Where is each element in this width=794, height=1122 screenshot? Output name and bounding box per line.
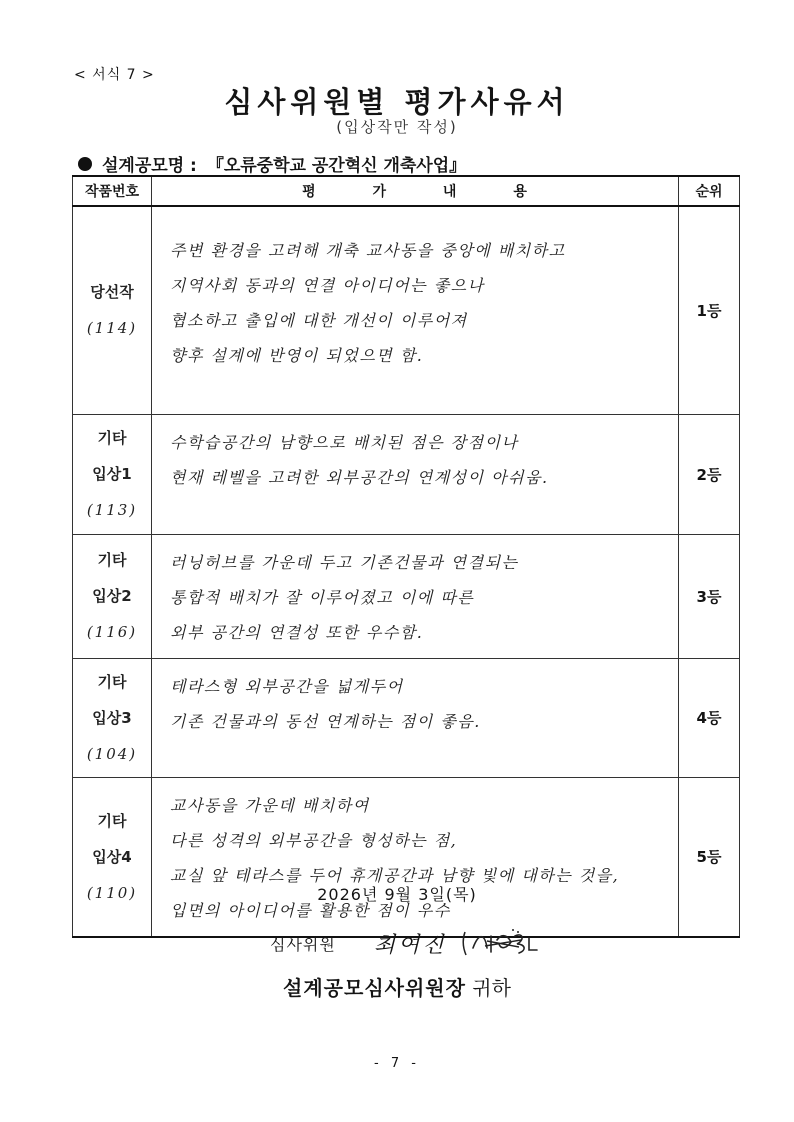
rank-cell: 3등 bbox=[679, 534, 740, 658]
project-label: 설계공모명 : bbox=[102, 156, 197, 176]
entry-cell bbox=[73, 206, 152, 414]
evaluation-line: 다른 성격의 외부공간을 형성하는 점, bbox=[170, 830, 458, 850]
reviewer-name: 최여진 bbox=[373, 932, 447, 958]
evaluation-line: 현재 레벨을 고려한 외부공간의 연계성이 아쉬움. bbox=[170, 467, 549, 487]
entry-number: (116) bbox=[86, 623, 138, 641]
addressee: 설계공모심사위원장 bbox=[283, 976, 466, 1000]
rank-cell: 2등 bbox=[679, 414, 740, 534]
evaluation-line: 기존 건물과의 동선 연계하는 점이 좋음. bbox=[170, 711, 481, 731]
table-header-row bbox=[73, 176, 740, 206]
evaluation-cell bbox=[152, 206, 679, 414]
addressee-suffix: 귀하 bbox=[472, 976, 511, 1000]
document-title: 심사위원별 평가사유서 bbox=[224, 85, 570, 119]
signature-mark bbox=[461, 926, 541, 960]
reviewer-line bbox=[270, 926, 541, 960]
evaluation-line: 교사동을 가운데 배치하여 bbox=[170, 795, 370, 815]
evaluation-line: 교실 앞 테라스를 두어 휴게공간과 남향 빛에 대하는 것을, bbox=[170, 865, 620, 885]
column-header-content: 평 가 내 용 bbox=[152, 176, 679, 206]
rank-cell: 4등 bbox=[679, 658, 740, 777]
entry-category: 기타 입상1 bbox=[92, 429, 132, 483]
bullet-icon bbox=[78, 157, 92, 171]
entry-cell bbox=[73, 777, 152, 937]
entry-category: 기타 입상2 bbox=[92, 551, 132, 605]
evaluation-cell bbox=[152, 534, 679, 658]
project-name: 『오류중학교 공간혁신 개축사업』 bbox=[206, 156, 467, 176]
evaluation-line: 지역사회 동과의 연결 아이디어는 좋으나 bbox=[170, 276, 485, 295]
evaluation-table bbox=[72, 175, 740, 938]
entry-cell bbox=[73, 414, 152, 534]
project-line bbox=[78, 151, 466, 176]
rank-cell: 5등 bbox=[679, 777, 740, 937]
entry-category: 기타 입상3 bbox=[92, 672, 132, 727]
entry-cell bbox=[73, 658, 152, 777]
rank-cell: 1등 bbox=[679, 206, 740, 414]
evaluation-line: 통합적 배치가 잘 이루어졌고 이에 따른 bbox=[170, 587, 475, 607]
page-number: - 7 - bbox=[374, 1056, 420, 1071]
submission-date: 2026년 9월 3일(목) bbox=[317, 885, 477, 904]
table-row bbox=[73, 534, 740, 658]
evaluation-line: 주변 환경을 고려해 개축 교사동을 중앙에 배치하고 bbox=[170, 241, 566, 260]
entry-category: 당선작 bbox=[90, 283, 134, 302]
evaluation-cell bbox=[152, 414, 679, 534]
table-row bbox=[73, 658, 740, 777]
table-row bbox=[73, 414, 740, 534]
entry-number: (104) bbox=[86, 744, 138, 763]
entry-category: 기타 입상4 bbox=[92, 811, 132, 866]
column-header-rank: 순위 bbox=[679, 176, 740, 206]
document-subtitle: (입상작만 작성) bbox=[336, 118, 458, 136]
column-header-entry-no: 작품번호 bbox=[73, 176, 152, 206]
evaluation-line: 협소하고 출입에 대한 개선이 이루어져 bbox=[170, 311, 468, 330]
entry-cell bbox=[73, 534, 152, 658]
entry-number: (113) bbox=[86, 501, 138, 519]
addressee-line bbox=[0, 972, 794, 1001]
entry-number: (110) bbox=[86, 883, 138, 902]
table-row bbox=[73, 777, 740, 937]
evaluation-line: 테라스형 외부공간을 넓게두어 bbox=[170, 676, 404, 696]
table-row bbox=[73, 206, 740, 414]
reviewer-label: 심사위원 bbox=[270, 934, 336, 954]
form-number: < 서식 7 > bbox=[74, 67, 155, 83]
evaluation-cell bbox=[152, 777, 679, 937]
evaluation-line: 러닝허브를 가운데 두고 기존건물과 연결되는 bbox=[170, 552, 519, 572]
evaluation-line: 수학습공간의 남향으로 배치된 점은 장점이나 bbox=[170, 432, 519, 452]
entry-number: (114) bbox=[86, 319, 138, 338]
evaluation-line: 외부 공간의 연결성 또한 우수함. bbox=[170, 622, 424, 642]
evaluation-line: 입면의 아이디어를 활용한 점이 우수 bbox=[170, 900, 451, 920]
evaluation-line: 향후 설계에 반영이 되었으면 함. bbox=[170, 346, 424, 365]
evaluation-cell bbox=[152, 658, 679, 777]
